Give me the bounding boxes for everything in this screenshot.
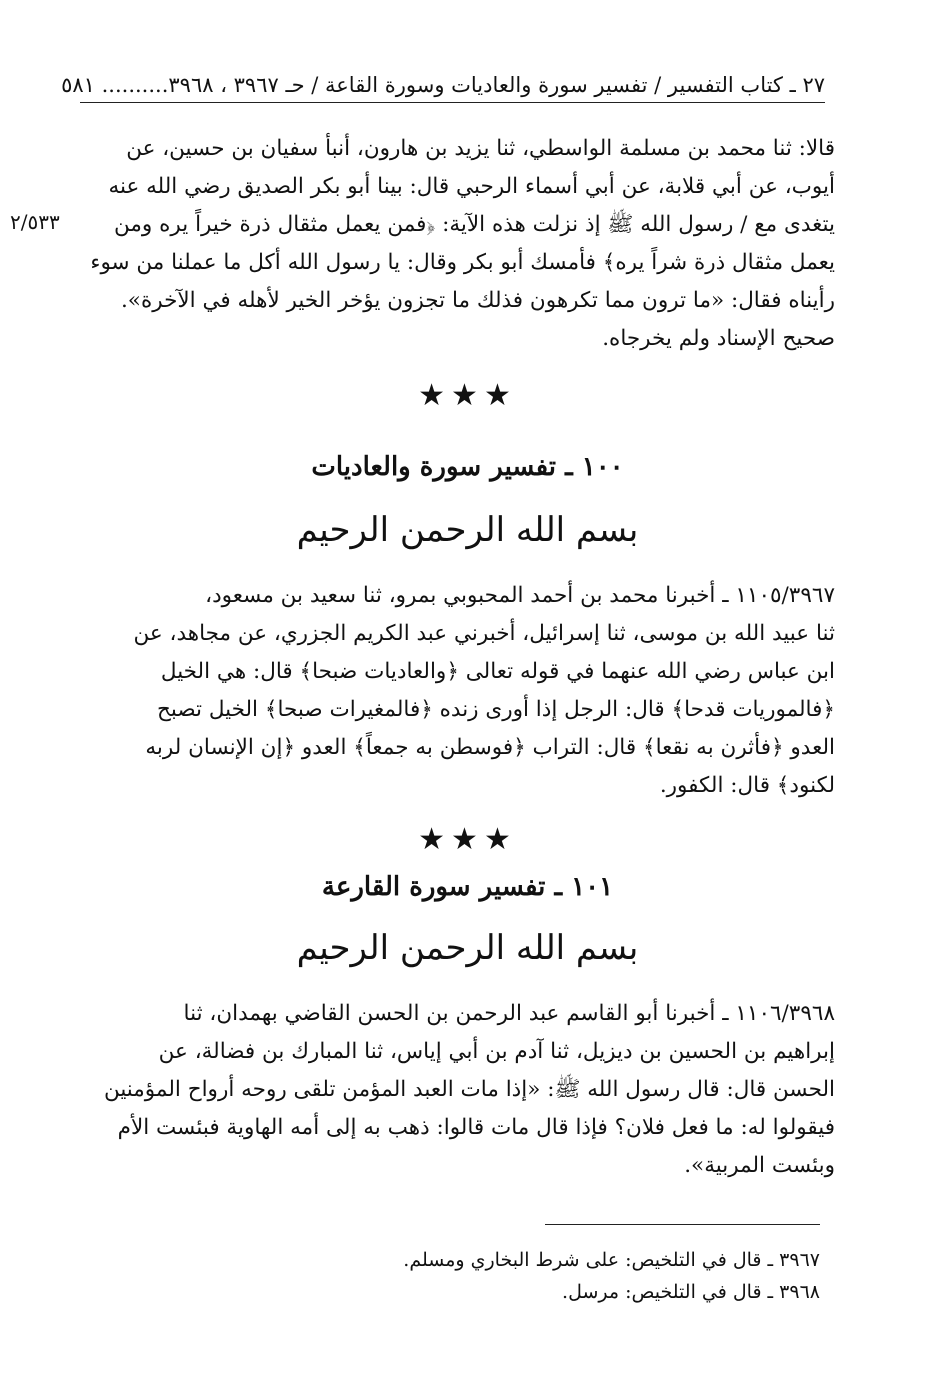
text-line: العدو ﴿فأثرن به نقعا﴾ قال: التراب ﴿فوسطن به جمعاً﴾ العدو ﴿إن الإنسان لربه	[145, 735, 835, 760]
margin-reference: ٢/٥٣٣	[10, 210, 60, 234]
footnote-separator	[545, 1224, 820, 1225]
text-line: أيوب، عن أبي قلابة، عن أبي أسماء الرحبي قال: بينا أبو بكر الصديق رضي الله عنه	[108, 174, 835, 199]
text-line: ١١٠٦/٣٩٦٨ ـ أخبرنا أبو القاسم عبد الرحمن بن الحسن القاضي بهمدان، ثنا	[183, 1001, 835, 1026]
text-line: لكنود﴾ قال: الكفور.	[659, 773, 835, 798]
basmala: بسم الله الرحمن الرحيم	[296, 510, 639, 550]
text-line: إبراهيم بن الحسين بن ديزيل، ثنا آدم بن أبي إياس، ثنا المبارك بن فضالة، عن	[158, 1039, 835, 1064]
hadith-paragraph-2	[70, 577, 835, 805]
section-title-100: ١٠٠ ـ تفسير سورة والعاديات	[311, 452, 624, 482]
basmala: بسم الله الرحمن الرحيم	[296, 928, 639, 968]
text-line: ﴿فالموريات قدحا﴾ قال: الرجل إذا أورى زنده ﴿فالمغيرات صبحا﴾ الخيل تصبح	[157, 697, 835, 722]
hadith-paragraph-1	[70, 130, 835, 358]
section-divider-stars: ★★★	[418, 378, 517, 413]
text-line: فيقولوا له: ما فعل فلان؟ فإذا قال مات قالوا: ذهب به إلى أمه الهاوية فبئست الأم	[117, 1115, 835, 1140]
text-line: رأيناه فقال: «ما ترون مما تكرهون فذلك ما تجزون يؤخر الخير لأهله في الآخرة».	[120, 288, 835, 313]
section-title-101: ١٠١ ـ تفسير سورة القارعة	[321, 872, 614, 902]
text-line: وبئست المربية».	[684, 1153, 835, 1178]
text-line: قالا: ثنا محمد بن مسلمة الواسطي، ثنا يزيد بن هارون، أنبأ سفيان بن حسين، عن	[126, 136, 835, 161]
text-line: صحيح الإسناد ولم يخرجاه.	[602, 326, 835, 351]
text-line: يعمل مثقال ذرة شراً يره﴾ فأمسك أبو بكر وقال: يا رسول الله أكل ما عملنا من سوء	[90, 250, 835, 275]
running-header	[61, 68, 825, 103]
footnote-3968: ٣٩٦٨ ـ قال في التلخيص: مرسل.	[562, 1281, 820, 1303]
page-number: .......... ٥٨١	[61, 73, 169, 97]
header-title: ٢٧ ـ كتاب التفسير / تفسير سورة والعاديات وسورة القاعة / حـ ٣٩٦٧ ، ٣٩٦٨	[168, 73, 825, 97]
text-line: الحسن قال: قال رسول الله ﷺ: «إذا مات العبد المؤمن تلقى روحه أرواح المؤمنين	[103, 1077, 835, 1102]
text-line: ١١٠٥/٣٩٦٧ ـ أخبرنا محمد بن أحمد المحبوبي بمرو، ثنا سعيد بن مسعود،	[205, 583, 835, 608]
text-line: يتغدى مع / رسول الله ﷺ إذ نزلت هذه الآية: ﴿فمن يعمل مثقال ذرة خيراً يره ومن	[114, 212, 835, 237]
footnote-3967: ٣٩٦٧ ـ قال في التلخيص: على شرط البخاري ومسلم.	[403, 1249, 820, 1271]
hadith-paragraph-3	[70, 995, 835, 1185]
section-divider-stars: ★★★	[418, 822, 517, 857]
text-line: ثنا عبيد الله بن موسى، ثنا إسرائيل، أخبرني عبد الكريم الجزري، عن مجاهد، عن	[133, 621, 835, 646]
text-line: ابن عباس رضي الله عنهما في قوله تعالى ﴿والعاديات ضبحا﴾ قال: هي الخيل	[160, 659, 835, 684]
